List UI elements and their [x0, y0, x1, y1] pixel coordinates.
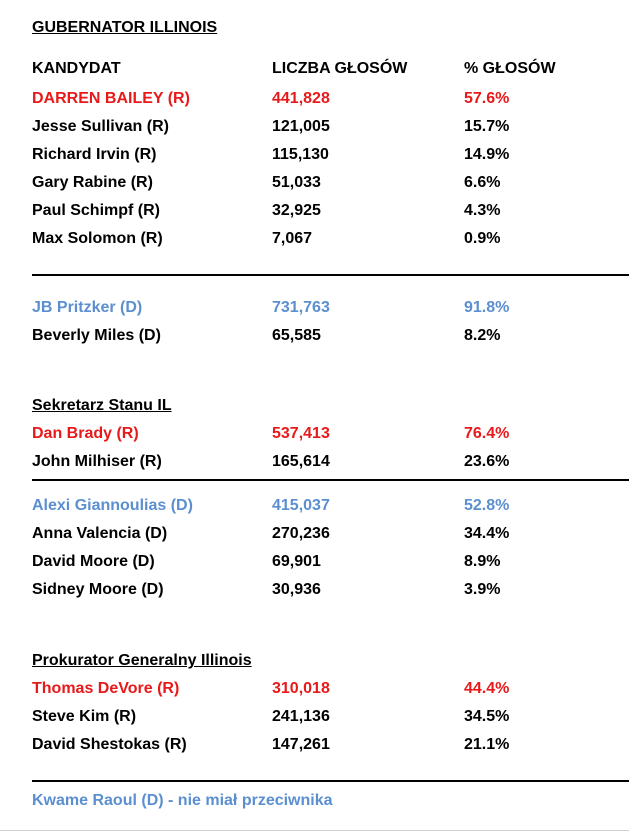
vote-percent: 44.4% [464, 680, 510, 697]
vote-count: 441,828 [272, 90, 330, 107]
divider [32, 479, 629, 481]
vote-percent: 57.6% [464, 90, 510, 107]
section-title-governor: GUBERNATOR ILLINOIS [32, 19, 218, 36]
candidate-name: Max Solomon (R) [32, 230, 163, 247]
vote-percent: 52.8% [464, 497, 510, 514]
divider [32, 780, 629, 782]
candidate-name: JB Pritzker (D) [32, 299, 143, 316]
vote-count: 241,136 [272, 708, 330, 725]
vote-count: 30,936 [272, 581, 321, 598]
candidate-name: Sidney Moore (D) [32, 581, 164, 598]
divider [32, 274, 629, 276]
candidate-name: Anna Valencia (D) [32, 525, 168, 542]
candidate-name: Gary Rabine (R) [32, 174, 153, 191]
vote-count: 7,067 [272, 230, 313, 247]
vote-count: 32,925 [272, 202, 321, 219]
candidate-name: David Moore (D) [32, 553, 155, 570]
vote-count: 165,614 [272, 453, 330, 470]
candidate-name: John Milhiser (R) [32, 453, 162, 470]
section-title-attorney-general: Prokurator Generalny Illinois [32, 652, 252, 669]
vote-percent: 15.7% [464, 118, 510, 135]
page-edge [0, 830, 629, 831]
candidate-name: Dan Brady (R) [32, 425, 139, 442]
candidate-name: Alexi Giannoulias (D) [32, 497, 193, 514]
vote-percent: 14.9% [464, 146, 510, 163]
vote-percent: 21.1% [464, 736, 510, 753]
vote-percent: 8.2% [464, 327, 501, 344]
vote-percent: 0.9% [464, 230, 501, 247]
vote-count: 415,037 [272, 497, 330, 514]
candidate-name: Beverly Miles (D) [32, 327, 161, 344]
vote-percent: 76.4% [464, 425, 510, 442]
vote-count: 51,033 [272, 174, 321, 191]
vote-percent: 34.5% [464, 708, 510, 725]
section-title-secretary-of-state: Sekretarz Stanu IL [32, 397, 172, 414]
candidate-name: Steve Kim (R) [32, 708, 137, 725]
vote-percent: 23.6% [464, 453, 510, 470]
vote-count: 310,018 [272, 680, 330, 697]
vote-count: 731,763 [272, 299, 330, 316]
vote-percent: 4.3% [464, 202, 501, 219]
candidate-name: Thomas DeVore (R) [32, 680, 180, 697]
vote-count: 147,261 [272, 736, 330, 753]
vote-count: 537,413 [272, 425, 330, 442]
vote-percent: 3.9% [464, 581, 501, 598]
candidate-name: Paul Schimpf (R) [32, 202, 161, 219]
vote-percent: 34.4% [464, 525, 510, 542]
vote-percent: 6.6% [464, 174, 501, 191]
vote-count: 69,901 [272, 553, 321, 570]
header-candidate: KANDYDAT [32, 60, 121, 77]
vote-count: 270,236 [272, 525, 330, 542]
unopposed-note: Kwame Raoul (D) - nie miał przeciwnika [32, 792, 333, 809]
vote-count: 115,130 [272, 146, 329, 163]
candidate-name: David Shestokas (R) [32, 736, 187, 753]
vote-percent: 8.9% [464, 553, 501, 570]
vote-count: 121,005 [272, 118, 330, 135]
header-votes: LICZBA GŁOSÓW [272, 60, 408, 77]
vote-count: 65,585 [272, 327, 321, 344]
candidate-name: DARREN BAILEY (R) [32, 90, 190, 107]
candidate-name: Jesse Sullivan (R) [32, 118, 169, 135]
candidate-name: Richard Irvin (R) [32, 146, 157, 163]
vote-percent: 91.8% [464, 299, 510, 316]
header-percent: % GŁOSÓW [464, 60, 556, 77]
